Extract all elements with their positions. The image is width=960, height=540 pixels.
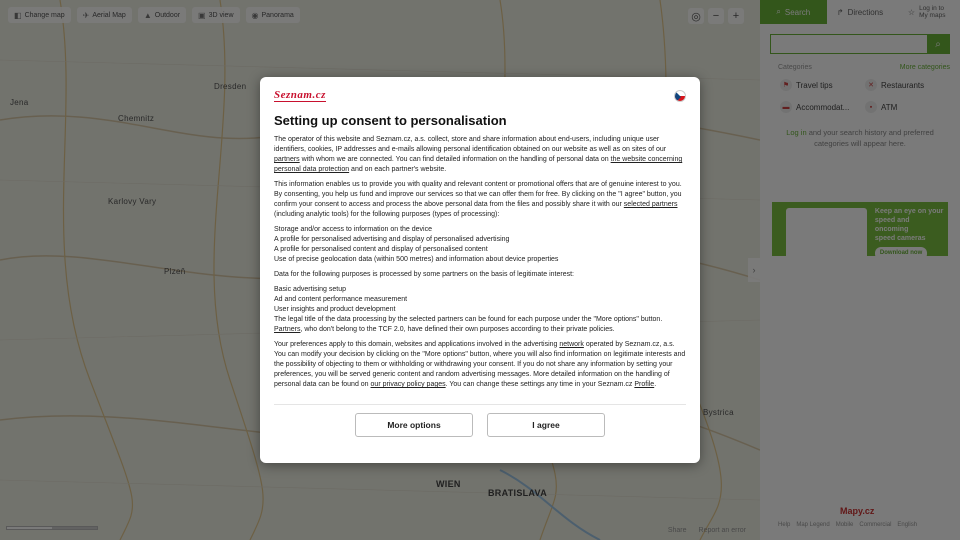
dialog-header bbox=[274, 87, 686, 105]
p5-text-d: . bbox=[654, 381, 657, 388]
purpose-item: A profile for personalised content and display of personalised content bbox=[274, 246, 488, 253]
purpose-item: Use of precise geolocation data (within 500 metres) and information about device properties bbox=[274, 256, 559, 263]
purpose-item: Storage and/or access to information on the device bbox=[274, 226, 432, 233]
i-agree-button[interactable]: I agree bbox=[487, 413, 605, 437]
czech-flag-icon[interactable] bbox=[674, 90, 686, 102]
legit-item: Ad and content performance measurement bbox=[274, 296, 408, 303]
legit-item: User insights and product development bbox=[274, 306, 396, 313]
personal-data-protection-link[interactable]: the website concerning personal data protection bbox=[274, 156, 683, 173]
paragraph-3: Data for the following purposes is processed by some partners on the basis of legitimate interest: bbox=[274, 271, 574, 278]
p2-text-b: (including analytic tools) for the following purposes (types of processing): bbox=[274, 211, 500, 218]
p1-text-a: The operator of this website and Seznam.cz, a.s. collect, store and share information about end-users, including unique user identifiers, cookies, IP addresses and e-mails allowing personal identification obtained on our website as well as on sites of our bbox=[274, 136, 667, 153]
consent-dialog bbox=[260, 77, 700, 463]
purposes-list bbox=[274, 225, 686, 265]
legit-item: Basic advertising setup bbox=[274, 286, 346, 293]
p2-text-a: This information enables us to provide you with quality and relevant content or promotional offers that are of genuine interest to you. By consenting, you help us fund and improve our services so that we can offer them for free. By clicking on the "I agree" button, you confirm your consent to access and process the above personal data from the files and possibly share it with our bbox=[274, 181, 682, 208]
p5-text-c: . You can change these settings any time in your Seznam.cz bbox=[445, 381, 635, 388]
p1-text-b: with whom we are connected. You can find detailed information on the handling of personal data on bbox=[299, 156, 611, 163]
profile-link[interactable]: Profile bbox=[634, 381, 655, 388]
more-options-button[interactable]: More options bbox=[355, 413, 473, 437]
dialog-divider bbox=[274, 404, 686, 405]
purpose-item: A profile for personalised advertising and display of personalised advertising bbox=[274, 236, 510, 243]
privacy-policy-link[interactable]: our privacy policy pages bbox=[370, 381, 446, 388]
legitimate-interest-list bbox=[274, 285, 686, 315]
paragraph-4 bbox=[274, 315, 686, 335]
paragraph-2 bbox=[274, 180, 686, 220]
paragraph-5 bbox=[274, 340, 686, 390]
paragraph-1 bbox=[274, 135, 686, 175]
seznam-logo: Seznam.cz bbox=[274, 89, 326, 101]
partners-tcf-link[interactable]: Partners bbox=[274, 326, 301, 333]
partners-link[interactable]: partners bbox=[274, 156, 300, 163]
selected-partners-link[interactable]: selected partners bbox=[623, 201, 678, 208]
p5-text-b: operated by Seznam.cz, a.s. You can modify your decision by clicking on the "More options" button, where you will also find information on legitimate interests and the possibility of objecting to them or withholding or withdrawing your consent. If you do not share any information by setting your preferences, you will be served generic content and random advertising messages. More detailed information on the handling of personal data can be found on bbox=[274, 341, 686, 388]
p1-text-c: and on each partner's website. bbox=[349, 166, 447, 173]
dialog-buttons bbox=[274, 413, 686, 437]
p4-text-a: The legal title of the data processing by the selected partners can be found for each purpose under the "More options" button. bbox=[274, 316, 663, 323]
p5-text-a: Your preferences apply to this domain, websites and applications involved in the advertising bbox=[274, 341, 560, 348]
dialog-title: Setting up consent to personalisation bbox=[274, 113, 507, 128]
network-link[interactable]: network bbox=[559, 341, 584, 348]
p4-text-b: , who don't belong to the TCF 2.0, have defined their own purposes according to their private policies. bbox=[300, 326, 615, 333]
